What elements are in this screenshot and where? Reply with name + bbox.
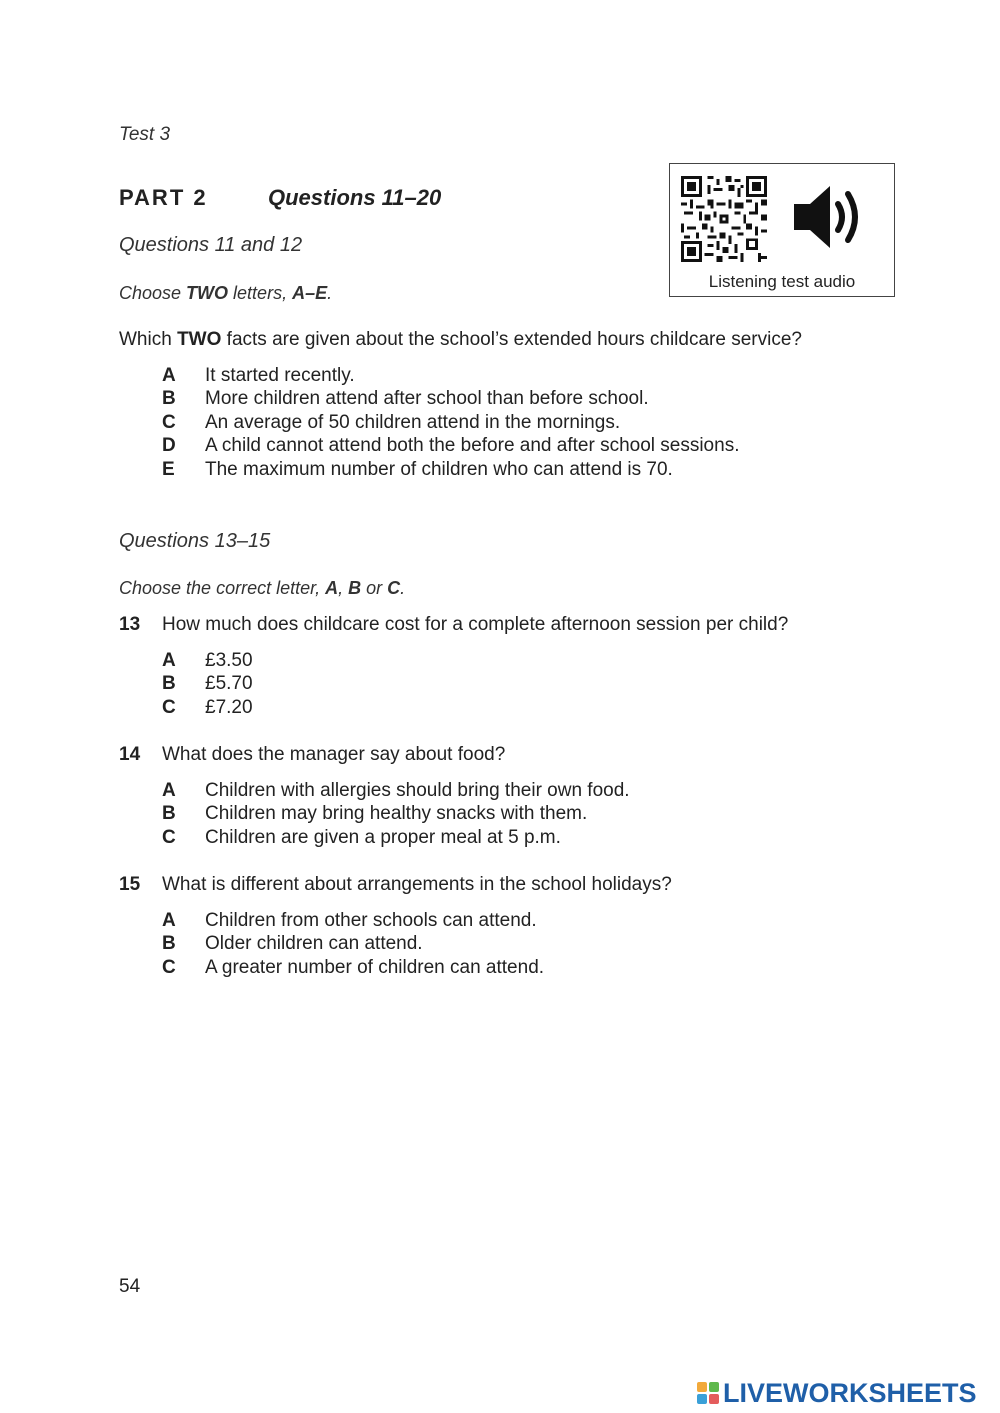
option-letter: D [162,435,176,456]
option-13-c[interactable] [162,696,862,720]
option-text: Children are given a proper meal at 5 p.m. [205,827,561,848]
audio-caption: Listening test audio [708,272,856,291]
option-15-b[interactable] [162,932,862,956]
option-letter: C [162,697,176,718]
option-15-a[interactable] [162,909,862,933]
page-number: 54 [119,1276,141,1297]
question-11-12-stem: Which TWO facts are given about the school’s extended hours childcare service? [119,329,802,350]
option-text: A child cannot attend both the before and after school sessions. [205,435,740,456]
listening-audio-panel[interactable] [669,163,895,297]
option-11-12-e[interactable] [162,458,862,482]
question-14-stem: What does the manager say about food? [162,744,506,765]
question-number-13: 13 [119,614,141,635]
option-text: Children may bring healthy snacks with them. [205,803,588,824]
speaker-icon[interactable] [792,182,868,252]
option-letter: C [162,412,176,433]
question-13-stem: How much does childcare cost for a complete afternoon session per child? [162,614,789,635]
option-11-12-c[interactable] [162,411,862,435]
section-heading-11-12: Questions 11 and 12 [119,234,303,256]
option-11-12-b[interactable] [162,387,862,411]
question-15-stem: What is different about arrangements in the school holidays? [162,874,672,895]
question-number-14: 14 [119,744,141,765]
option-text: £7.20 [205,697,253,718]
option-text: It started recently. [205,365,355,386]
option-14-b[interactable] [162,802,862,826]
option-13-b[interactable] [162,672,862,696]
option-13-a[interactable] [162,649,862,673]
option-letter: A [162,650,176,671]
option-text: Children with allergies should bring their own food. [205,780,630,801]
liveworksheets-logo-icon [697,1382,719,1404]
option-letter: A [162,910,176,931]
option-letter: E [162,459,175,480]
section-heading-13-15: Questions 13–15 [119,530,271,552]
option-letter: B [162,388,176,409]
option-letter: C [162,957,176,978]
question-number-15: 15 [119,874,141,895]
option-text: £3.50 [205,650,253,671]
option-letter: B [162,933,176,954]
part-label: PART 2 [119,185,208,210]
option-text: Children from other schools can attend. [205,910,537,931]
part-title: Questions 11–20 [268,185,442,210]
option-11-12-a[interactable] [162,364,862,388]
option-letter: B [162,803,176,824]
test-label: Test 3 [119,124,171,145]
option-11-12-d[interactable] [162,434,862,458]
option-text: More children attend after school than before school. [205,388,649,409]
option-text: An average of 50 children attend in the mornings. [205,412,621,433]
instruction-11-12: Choose TWO letters, A–E. [119,283,333,303]
option-letter: A [162,365,176,386]
option-14-a[interactable] [162,779,862,803]
qr-code-icon[interactable] [681,176,767,262]
option-15-c[interactable] [162,956,862,980]
option-14-c[interactable] [162,826,862,850]
option-letter: B [162,673,176,694]
option-letter: A [162,780,176,801]
option-text: £5.70 [205,673,253,694]
liveworksheets-wordmark: LIVEWORKSHEETS [723,1378,977,1408]
option-text: Older children can attend. [205,933,423,954]
option-text: A greater number of children can attend. [205,957,545,978]
instruction-13-15: Choose the correct letter, A, B or C. [119,578,406,598]
option-text: The maximum number of children who can attend is 70. [205,459,673,480]
option-letter: C [162,827,176,848]
